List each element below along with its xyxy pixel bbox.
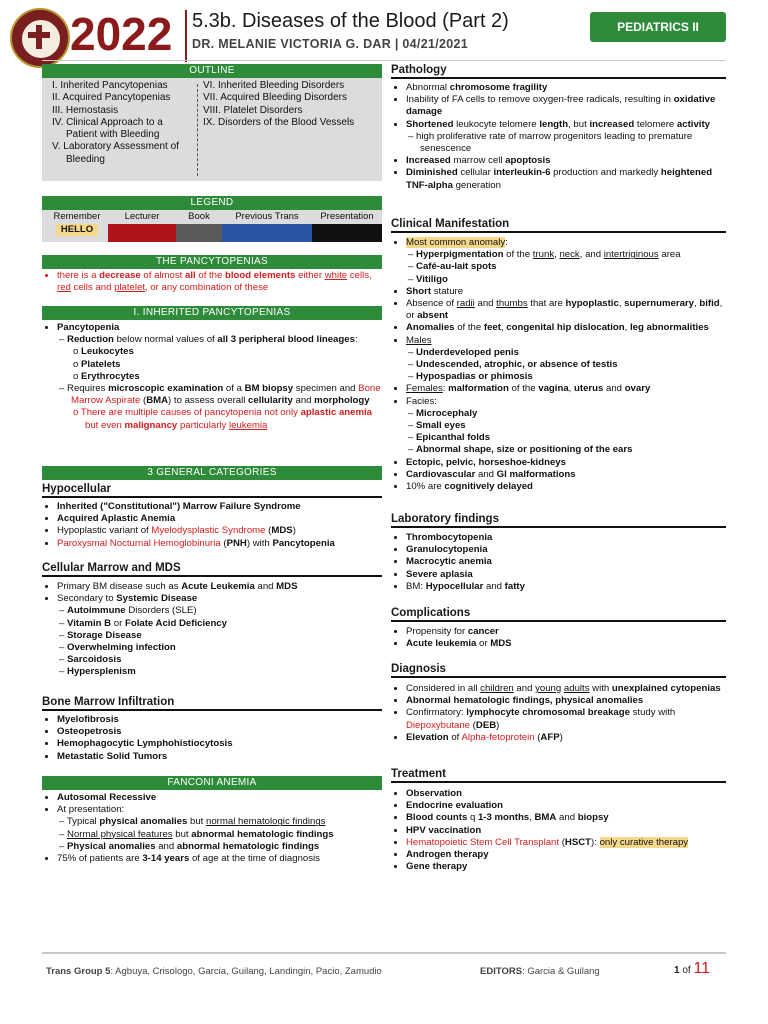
list-item: • Thrombocytopenia (406, 532, 726, 544)
list-item: • Primary BM disease such as Acute Leukemia and MDS (57, 581, 382, 593)
laboratory-findings-heading: Laboratory findings (391, 513, 726, 528)
legend-previous-trans-swatch (222, 224, 312, 242)
list-item: • Autosomal Recessive (57, 792, 382, 804)
list-item: – Small eyes (420, 420, 726, 432)
list-item: • Pancytopenia – Reduction below normal values of all 3 peripheral blood lineages: o Leukocytes o Platelets o Erythrocytes – Requires microscopic examination of a BM biopsy specimen and Bone Marrow Aspirate (BMA) to assess overall cellularity and morphology o There are multiple causes of pancytopenia not only aplastic anemia but even malignancy particularly leukemia (57, 322, 382, 432)
list-item: • Blood counts q 1-3 months, BMA and biopsy (406, 812, 726, 824)
outline-item[interactable]: VI. Inherited Bleeding Disorders (203, 80, 345, 91)
list-item: – Hyperpigmentation of the trunk, neck, and intertriginous area (420, 249, 726, 261)
bone-marrow-infiltration-list (42, 714, 382, 763)
list-item: • Hemophagocytic Lymphohistiocytosis (57, 738, 382, 750)
list-item: – high proliferative rate of marrow progenitors leading to premature senescence (420, 131, 726, 155)
legend-label: Previous Trans (235, 211, 299, 222)
list-item: • Anomalies of the feet, congenital hip dislocation, leg abnormalities (406, 322, 726, 334)
subject-badge: PEDIATRICS II (590, 12, 726, 42)
cellular-marrow-list (42, 581, 382, 679)
list-item: • Considered in all children and young adults with unexplained cytopenias (406, 683, 726, 695)
list-item: • Short stature (406, 286, 726, 298)
outline-item[interactable]: I. Inherited Pancytopenias (52, 80, 168, 91)
outline-item[interactable]: VII. Acquired Bleeding Disorders (203, 92, 347, 104)
outline-left-list (52, 80, 179, 166)
list-item: • Elevation of Alpha-fetoprotein (AFP) (406, 732, 726, 744)
hypocellular-heading: Hypocellular (42, 483, 382, 498)
page-subtitle: DR. MELANIE VICTORIA G. DAR | 04/21/2021 (192, 37, 468, 51)
list-item: – Café-au-lait spots (420, 261, 726, 273)
treatment-heading: Treatment (391, 768, 726, 783)
list-item: • Abnormal hematologic findings, physical anomalies (406, 695, 726, 707)
list-item: • Inherited ("Constitutional") Marrow Failure Syndrome (57, 501, 382, 513)
list-item: o There are multiple causes of pancytopenia not only aplastic anemia but even malignancy particularly leukemia (85, 407, 382, 431)
list-item: • Most common anomaly: – Hyperpigmentation of the trunk, neck, and intertriginous area – Café-au-lait spots – Vitiligo (406, 237, 726, 286)
complications-list (391, 626, 726, 650)
pancytopenias-title: THE PANCYTOPENIAS (42, 255, 382, 269)
outline-item[interactable]: III. Hemostasis (52, 104, 119, 116)
list-item: • 10% are cognitively delayed (406, 481, 726, 493)
page-title: 5.3b. Diseases of the Blood (Part 2) (192, 10, 509, 32)
list-item: – Underdeveloped penis (420, 347, 726, 359)
list-item: • 75% of patients are 3-14 years of age at the time of diagnosis (57, 853, 382, 865)
list-item: • Acquired Aplastic Anemia (57, 513, 382, 525)
list-item: • Hypoplastic variant of Myelodysplastic Syndrome (MDS) (57, 525, 382, 537)
list-item: • BM: Hypocellular and fatty (406, 581, 726, 593)
list-item: • Facies: – Microcephaly – Small eyes – Epicanthal folds – Abnormal shape, size or positioning of the ears (406, 396, 726, 457)
outline-title: OUTLINE (42, 64, 382, 78)
laboratory-findings-list (391, 532, 726, 593)
page-number: 1 of 11 (674, 960, 711, 977)
bone-marrow-infiltration-heading: Bone Marrow Infiltration (42, 696, 382, 711)
list-item: • Myelofibrosis (57, 714, 382, 726)
fanconi-title: FANCONI ANEMIA (42, 776, 382, 790)
list-item: • Granulocytopenia (406, 544, 726, 556)
general-categories-title: 3 GENERAL CATEGORIES (42, 466, 382, 480)
list-item: • Metastatic Solid Tumors (57, 751, 382, 763)
list-item: • Absence of radii and thumbs that are hypoplastic, supernumerary, bifid, or absent (406, 298, 726, 322)
outline-right-list (203, 80, 354, 129)
pancytopenias-body (42, 270, 382, 294)
list-item: – Physical anomalies and abnormal hematologic findings (71, 841, 382, 853)
header-rule (42, 60, 726, 61)
list-item: – Hypospadias or phimosis (420, 371, 726, 383)
list-item: – Normal physical features but abnormal hematologic findings (71, 829, 382, 841)
legend-presentation-swatch (312, 224, 382, 242)
legend-title: LEGEND (42, 196, 382, 210)
list-item: – Reduction below normal values of all 3 peripheral blood lineages: o Leukocytes o Platelets o Erythrocytes (71, 334, 382, 383)
list-item: o Leukocytes (85, 346, 382, 358)
outline-item[interactable]: IX. Disorders of the Blood Vessels (203, 116, 355, 128)
list-item: • Diminished cellular interleukin-6 production and markedly heightened TNF-alpha generation (406, 167, 726, 191)
list-item: • Cardiovascular and GI malformations (406, 469, 726, 481)
footer-trans-group: Trans Group 5: Agbuya, Crisologo, Garcia, Guilang, Landingin, Pacio, Zamudio (46, 966, 382, 977)
list-item: – Epicanthal folds (420, 432, 726, 444)
list-item: • Gene therapy (406, 861, 726, 873)
list-item: – Abnormal shape, size or positioning of the ears (420, 444, 726, 456)
list-item: o Platelets (85, 359, 382, 371)
pathology-heading: Pathology (391, 64, 726, 79)
list-item: o Erythrocytes (85, 371, 382, 383)
list-item: • Abnormal chromosome fragility (406, 82, 726, 94)
legend-lecturer-swatch (108, 224, 176, 242)
list-item: • there is a decrease of almost all of the blood elements either white cells, red cells and platelet, or any combination of these (57, 270, 382, 294)
list-item: • Androgen therapy (406, 849, 726, 861)
legend-book-swatch (176, 224, 222, 242)
list-item: • Secondary to Systemic Disease – Autoimmune Disorders (SLE) – Vitamin B or Folate Acid Deficiency – Storage Disease – Overwhelming infection – Sarcoidosis – Hypersplenism (57, 593, 382, 678)
list-item: – Sarcoidosis (71, 654, 382, 666)
list-item: • Paroxysmal Nocturnal Hemoglobinuria (PNH) with Pancytopenia (57, 538, 382, 550)
inherited-body (42, 322, 382, 432)
list-item: – Typical physical anomalies but normal hematologic findings (71, 816, 382, 828)
school-seal-logo (10, 8, 70, 68)
inherited-title: I. INHERITED PANCYTOPENIAS (42, 306, 382, 320)
list-item: – Requires microscopic examination of a BM biopsy specimen and Bone Marrow Aspirate (BMA) to assess overall cellularity and morphology o There are multiple causes of pancytopenia not only aplastic anemia but even malignancy particularly leukemia (71, 383, 382, 432)
list-item: • Osteopetrosis (57, 726, 382, 738)
list-item: – Vitiligo (420, 274, 726, 286)
cellular-marrow-heading: Cellular Marrow and MDS (42, 562, 382, 577)
legend-remember-swatch: HELLO (56, 224, 98, 236)
outline-divider (197, 84, 198, 176)
list-item: • Females: malformation of the vagina, uterus and ovary (406, 383, 726, 395)
list-item: • Endocrine evaluation (406, 800, 726, 812)
list-item: – Autoimmune Disorders (SLE) (71, 605, 382, 617)
treatment-list (391, 788, 726, 873)
complications-heading: Complications (391, 607, 726, 622)
legend-label: Book (188, 211, 210, 222)
list-item: • Increased marrow cell apoptosis (406, 155, 726, 167)
list-item: • Shortened leukocyte telomere length, but increased telomere activity – high proliferative rate of marrow progenitors leading to premature senescence (406, 119, 726, 156)
clinical-manifestation-heading: Clinical Manifestation (391, 218, 726, 233)
pathology-list (391, 82, 726, 192)
header-divider (185, 10, 187, 62)
list-item: • At presentation: – Typical physical anomalies but normal hematologic findings – Normal physical features but abnormal hematologic findings – Physical anomalies and abnormal hematologic findings (57, 804, 382, 853)
hypocellular-list (42, 501, 382, 550)
list-item: • Ectopic, pelvic, horseshoe-kidneys (406, 457, 726, 469)
diagnosis-heading: Diagnosis (391, 663, 726, 678)
fanconi-list (42, 792, 382, 865)
list-item: • Macrocytic anemia (406, 556, 726, 568)
list-item: • Males – Underdeveloped penis – Undescended, atrophic, or absence of testis – Hypospadias or phimosis (406, 335, 726, 384)
list-item: – Hypersplenism (71, 666, 382, 678)
list-item: • Propensity for cancer (406, 626, 726, 638)
list-item: – Storage Disease (71, 630, 382, 642)
list-item: • Hematopoietic Stem Cell Transplant (HSCT): only curative therapy (406, 837, 726, 849)
list-item: – Microcephaly (420, 408, 726, 420)
list-item: • Inability of FA cells to remove oxygen-free radicals, resulting in oxidative damage (406, 94, 726, 118)
list-item: – Vitamin B or Folate Acid Deficiency (71, 618, 382, 630)
footer-editors: EDITORS: Garcia & Guilang (480, 966, 600, 977)
list-item: • Confirmatory: lymphocyte chromosomal breakage study with Diepoxybutane (DEB) (406, 707, 726, 731)
outline-item[interactable]: VIII. Platelet Disorders (203, 104, 303, 116)
list-item: • Severe aplasia (406, 569, 726, 581)
list-item: • HPV vaccination (406, 825, 726, 837)
list-item: • Acute leukemia or MDS (406, 638, 726, 650)
footer-rule (42, 952, 726, 954)
legend-label: Lecturer (124, 211, 160, 222)
year-label: 2022 (70, 8, 173, 60)
legend-label: Remember (53, 211, 101, 222)
outline-item[interactable]: Patient with Bleeding (66, 129, 160, 141)
outline-item[interactable]: IV. Clinical Approach to a (52, 116, 163, 128)
list-item: – Undescended, atrophic, or absence of testis (420, 359, 726, 371)
legend-label: Presentation (320, 211, 374, 222)
clinical-manifestation-list (391, 237, 726, 493)
list-item: • Observation (406, 788, 726, 800)
diagnosis-list (391, 683, 726, 744)
list-item: – Overwhelming infection (71, 642, 382, 654)
outline-item[interactable]: V. Laboratory Assessment of (52, 141, 179, 153)
outline-item[interactable]: II. Acquired Pancytopenias (52, 92, 171, 104)
outline-item[interactable]: Bleeding (66, 153, 105, 165)
